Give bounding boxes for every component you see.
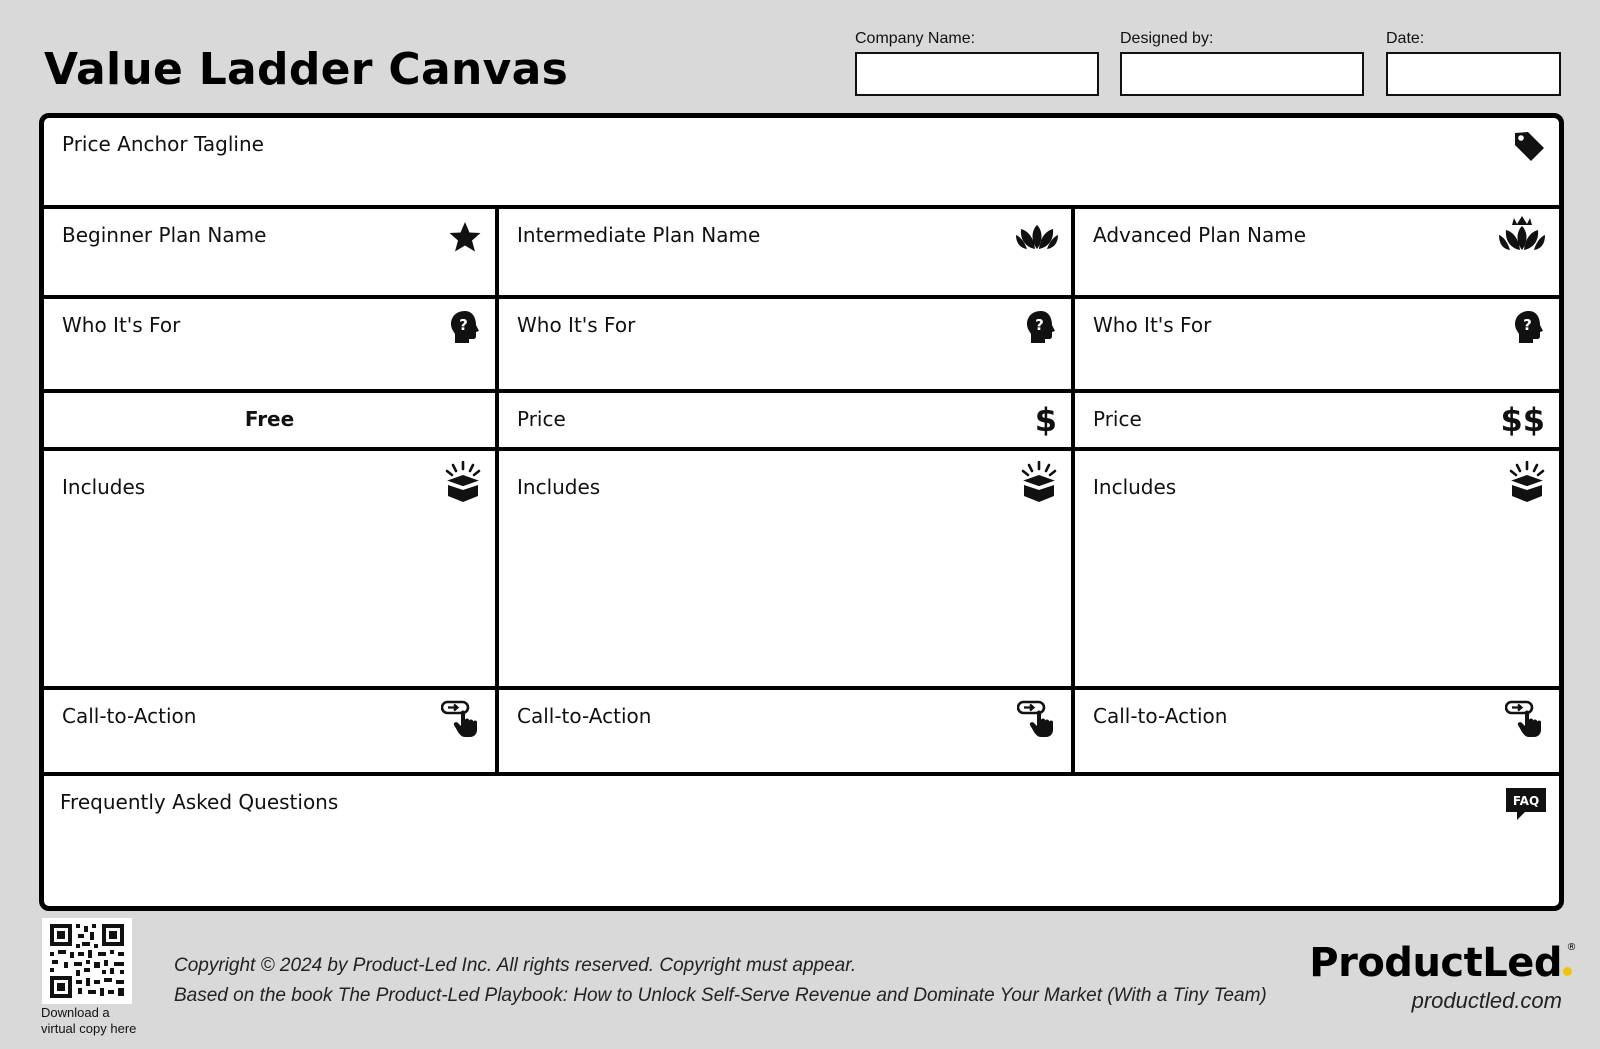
designed-by-input[interactable] <box>1120 52 1364 96</box>
beginner-price-cell[interactable] <box>44 393 495 447</box>
click-button-icon <box>1017 700 1059 738</box>
date-label: Date: <box>1386 30 1425 47</box>
faq-speech-bubble-icon <box>1505 786 1547 822</box>
intermediate-price-cell[interactable] <box>499 393 1071 447</box>
date-field <box>1386 28 1561 96</box>
advanced-includes-label: Includes <box>1093 475 1177 499</box>
qr-caption <box>41 1005 161 1037</box>
intermediate-who-cell[interactable] <box>499 299 1071 389</box>
click-button-icon <box>1505 700 1547 738</box>
open-box-icon <box>1507 461 1547 503</box>
intermediate-includes-label: Includes <box>517 475 601 499</box>
intermediate-cta-label: Call-to-Action <box>517 704 652 728</box>
dollar-icon: $ <box>1034 401 1057 439</box>
beginner-plan-name-label: Beginner Plan Name <box>62 223 267 247</box>
advanced-who-label: Who It's For <box>1093 313 1212 337</box>
brand-block <box>1309 940 1576 1014</box>
tagline-cell[interactable] <box>44 118 1559 205</box>
designed-by-label: Designed by: <box>1120 30 1214 47</box>
productled-logo <box>1309 940 1576 986</box>
beginner-cta-label: Call-to-Action <box>62 704 197 728</box>
beginner-who-cell[interactable] <box>44 299 495 389</box>
designed-by-field <box>1120 28 1364 96</box>
star-icon <box>447 219 483 255</box>
based-on-text: Based on the book The Product-Led Playbook: How to Unlock Self-Serve Revenue and Dominate Your Market (With a Tiny Team) <box>174 985 1267 1006</box>
tagline-label: Price Anchor Tagline <box>62 132 264 156</box>
intermediate-who-label: Who It's For <box>517 313 636 337</box>
click-button-icon <box>441 700 483 738</box>
date-input[interactable] <box>1386 52 1561 96</box>
advanced-cta-label: Call-to-Action <box>1093 704 1228 728</box>
intermediate-plan-name-cell[interactable] <box>499 209 1071 295</box>
company-name-input[interactable] <box>855 52 1099 96</box>
copyright-text: Copyright © 2024 by Product-Led Inc. All rights reserved. Copyright must appear. <box>174 955 857 976</box>
advanced-plan-name-label: Advanced Plan Name <box>1093 223 1307 247</box>
company-name-field <box>855 28 1099 96</box>
advanced-plan-name-cell[interactable] <box>1075 209 1559 295</box>
qr-caption-line1: Download a <box>41 1005 110 1020</box>
beginner-includes-cell[interactable] <box>44 451 495 686</box>
free-price-label: Free <box>244 407 295 431</box>
advanced-includes-cell[interactable] <box>1075 451 1559 686</box>
value-ladder-canvas <box>39 113 1564 911</box>
advanced-price-label: Price <box>1093 407 1142 431</box>
head-question-icon <box>1511 309 1547 345</box>
qr-code[interactable] <box>42 918 132 1004</box>
brand-name: ProductLed <box>1309 940 1562 986</box>
beginner-plan-name-cell[interactable] <box>44 209 495 295</box>
faq-cell[interactable] <box>44 776 1559 906</box>
head-question-icon <box>447 309 483 345</box>
price-tag-icon <box>1511 128 1547 164</box>
registered-mark: ® <box>1566 942 1576 953</box>
beginner-who-label: Who It's For <box>62 313 181 337</box>
intermediate-price-label: Price <box>517 407 566 431</box>
intermediate-includes-cell[interactable] <box>499 451 1071 686</box>
crown-lotus-icon <box>1497 213 1547 257</box>
intermediate-plan-name-label: Intermediate Plan Name <box>517 223 761 247</box>
beginner-includes-label: Includes <box>62 475 146 499</box>
open-box-icon <box>443 461 483 503</box>
beginner-cta-cell[interactable] <box>44 690 495 772</box>
svg-text:?: ? <box>459 316 468 334</box>
head-question-icon <box>1023 309 1059 345</box>
open-box-icon <box>1019 461 1059 503</box>
qr-caption-line2: virtual copy here <box>41 1021 137 1036</box>
intermediate-cta-cell[interactable] <box>499 690 1071 772</box>
advanced-cta-cell[interactable] <box>1075 690 1559 772</box>
double-dollar-icon: $$ <box>1500 401 1545 439</box>
svg-text:?: ? <box>1523 316 1532 334</box>
svg-text:FAQ: FAQ <box>1512 794 1540 808</box>
page-title: Value Ladder Canvas <box>44 44 569 95</box>
brand-url[interactable]: productled.com <box>1411 988 1562 1013</box>
svg-text:?: ? <box>1035 316 1044 334</box>
advanced-who-cell[interactable] <box>1075 299 1559 389</box>
brand-dot <box>1563 967 1572 976</box>
lotus-icon <box>1015 219 1059 255</box>
company-name-label: Company Name: <box>855 30 976 47</box>
advanced-price-cell[interactable] <box>1075 393 1559 447</box>
faq-label: Frequently Asked Questions <box>60 790 339 814</box>
